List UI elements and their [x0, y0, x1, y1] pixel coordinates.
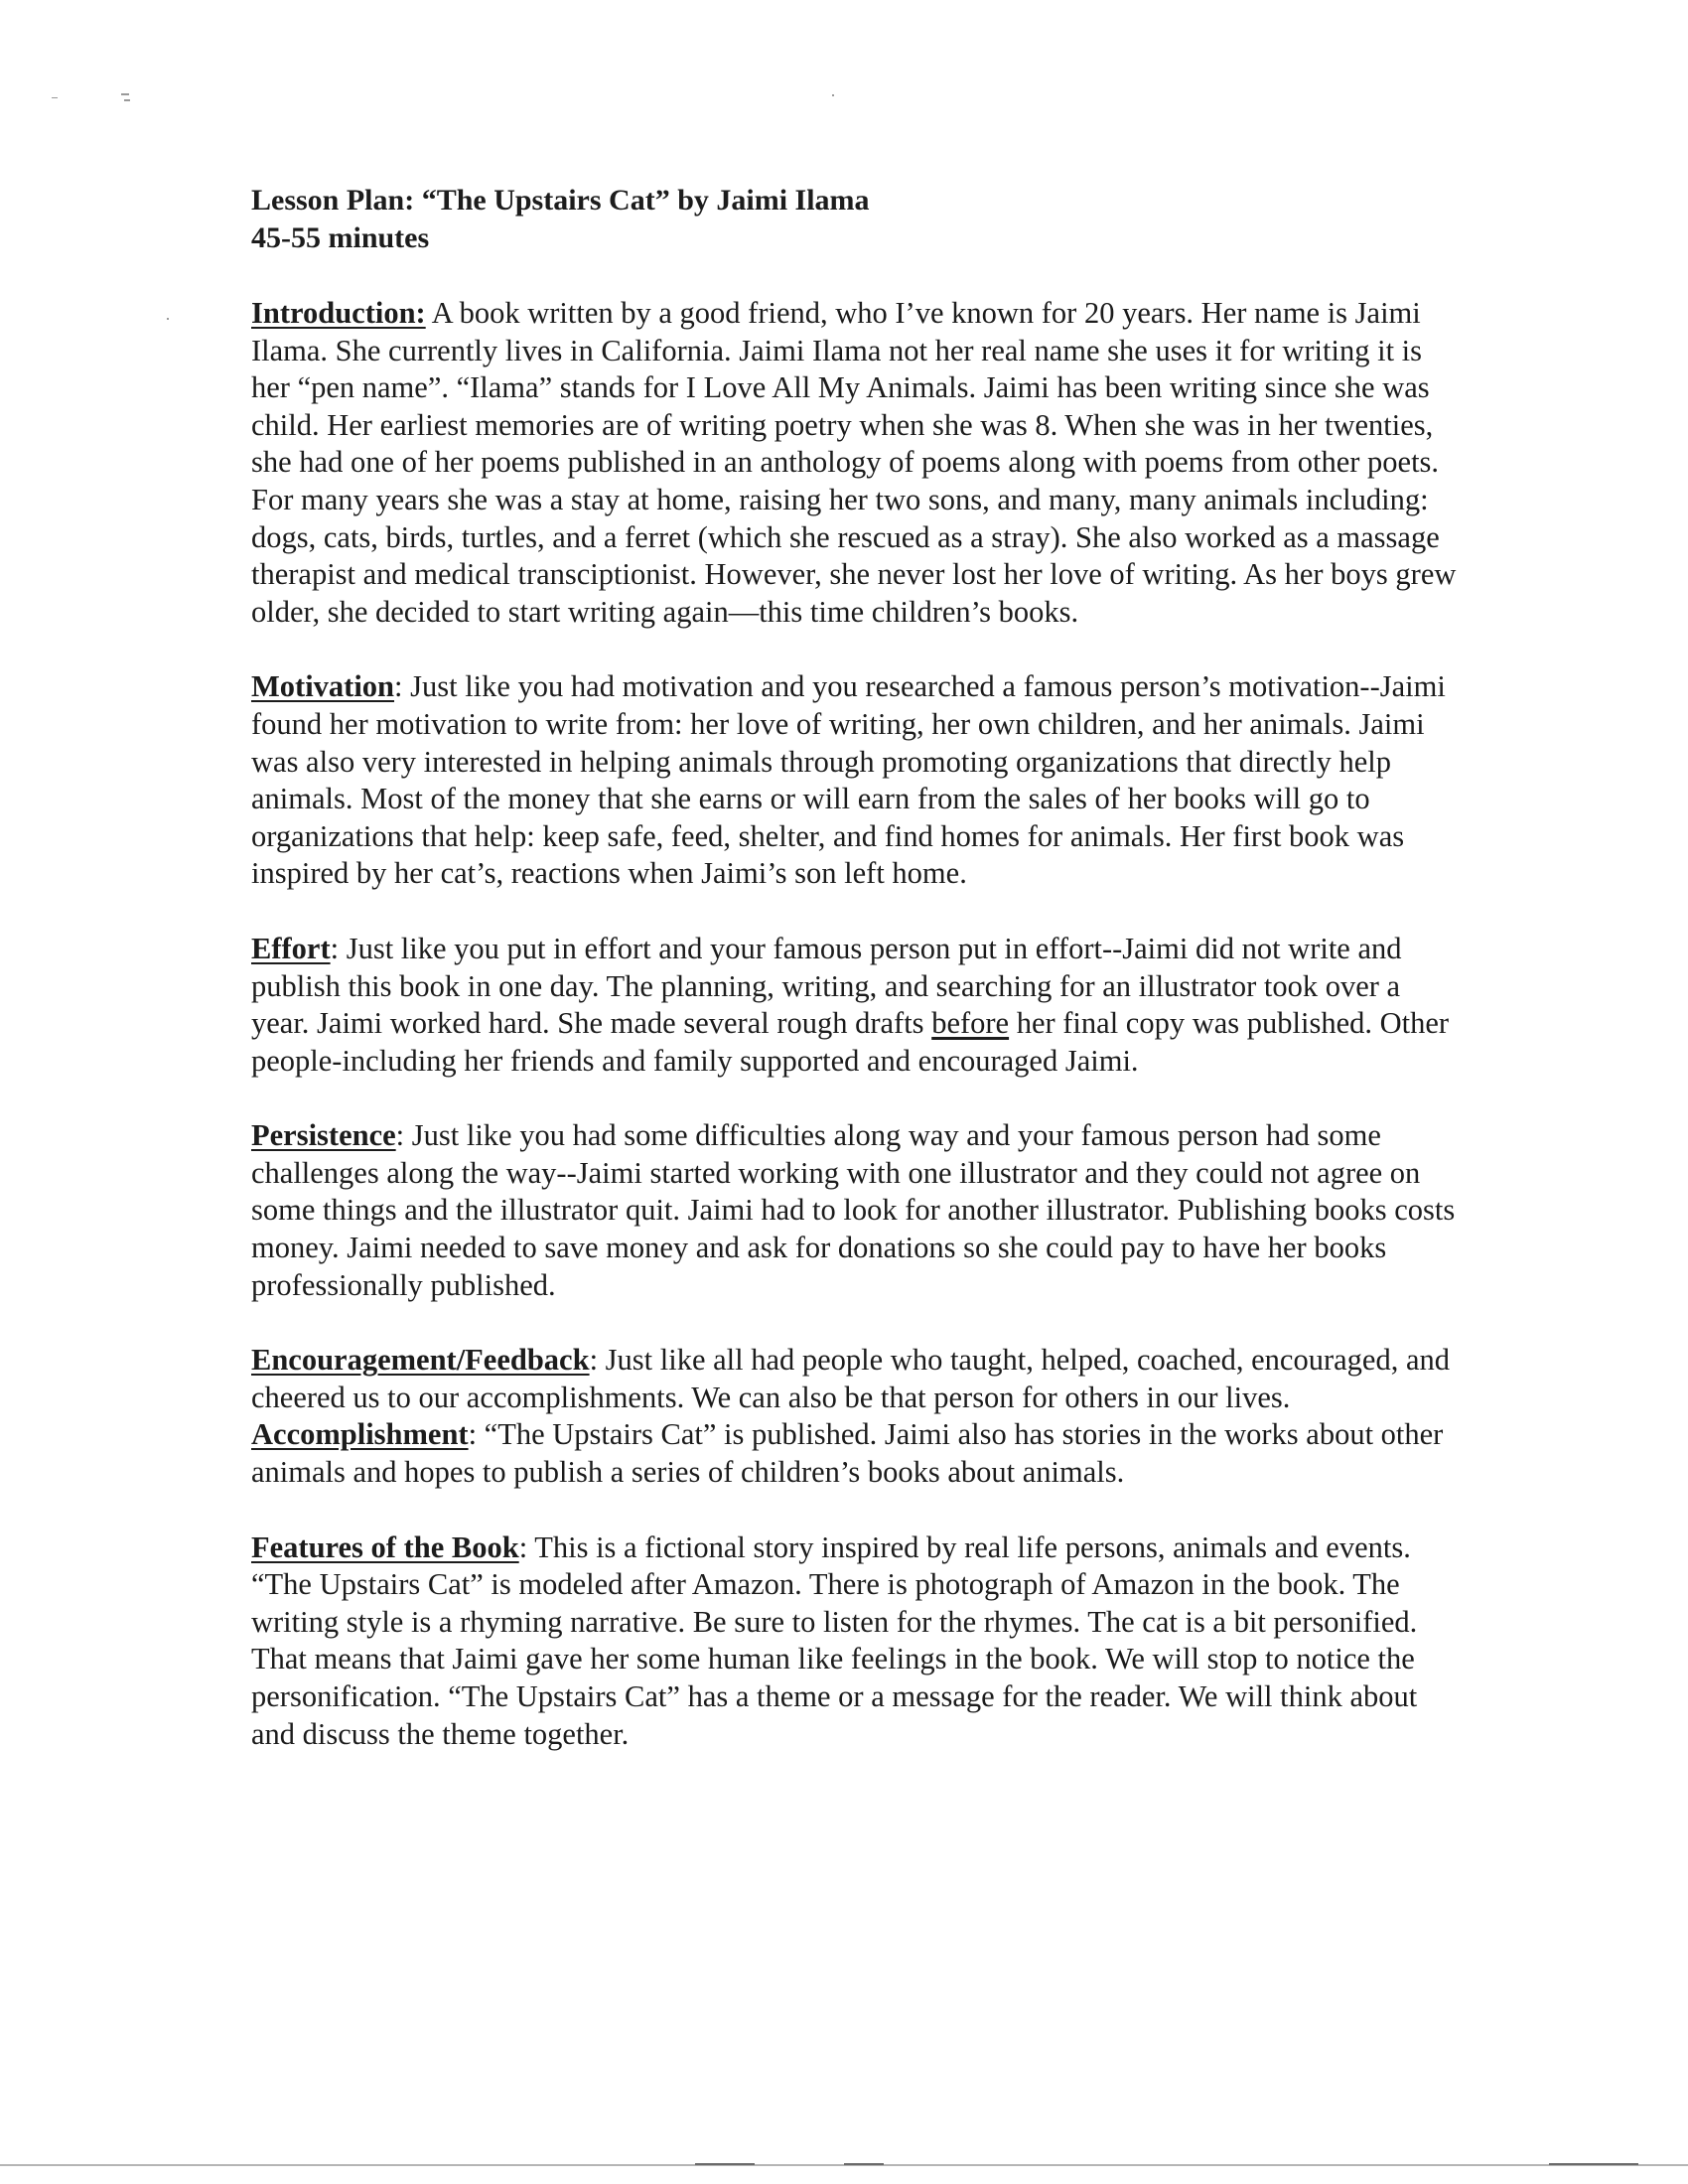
features-text: : This is a fictional story inspired by real life persons, animals and events. “The Upstairs Cat” is modeled after Amazon. There is photograph of Amazon in the book. The writing style is a rhyming narrative. Be sure to listen for the rhymes. The cat is a bit personified. That means that Jaimi gave her some human like feelings in the book. We will stop to notice the personification. “The Upstairs Cat” has a theme or a message for the reader. We will think about and discuss the theme together.	[251, 1529, 1418, 1751]
accomplishment-heading: Accomplishment	[251, 1417, 469, 1452]
accomplishment-section	[251, 1416, 1465, 1491]
introduction-heading: Introduction:	[251, 296, 426, 330]
accomplishment-text: : “The Upstairs Cat” is published. Jaimi also has stories in the works about other animals and hopes to publish a series of children’s books about animals.	[251, 1417, 1444, 1490]
effort-text-before: : Just like you put in effort and your famous person put in effort--Jaimi did not write and publish this book in one day. The planning, writing, and searching for an illustrator took over a year. Jaimi worked hard. She made several rough drafts	[251, 931, 1402, 1041]
persistence-section	[251, 1117, 1465, 1304]
scan-edge-segment	[695, 2163, 755, 2165]
introduction-text: A book written by a good friend, who I’ve known for 20 years. Her name is Jaimi Ilama. She currently lives in California. Jaimi Ilama not her real name she uses it for writing it is her “pen name”. “Ilama” stands for I Love All My Animals. Jaimi has been writing since she was child. Her earliest memories are of writing poetry when she was 8. When she was in her twenties, she had one of her poems published in an anthology of poems along with poems from other poets. For many years she was a stay at home, raising her two sons, and many, many animals including: dogs, cats, birds, turtles, and a ferret (which she rescued as a stray). She also worked as a massage therapist and medical transciptionist. However, she never lost her love of writing. As her boys grew older, she decided to start writing again—this time children’s books.	[251, 296, 1457, 629]
scan-speck	[832, 94, 834, 96]
scan-speck	[124, 99, 130, 101]
scan-speck	[52, 97, 58, 98]
persistence-text: : Just like you had some difficulties along way and your famous person had some challenges along the way--Jaimi started working with one illustrator and they could not agree on some things and the illustrator quit. Jaimi had to look for another illustrator. Publishing books costs money. Jaimi needed to save money and ask for donations so she could pay to have her books professionally published.	[251, 1118, 1456, 1302]
features-section	[251, 1529, 1465, 1754]
effort-heading: Effort	[251, 931, 331, 965]
effort-section	[251, 931, 1465, 1080]
document-body	[251, 182, 1465, 1753]
scan-speck	[121, 93, 129, 95]
title-line-1: Lesson Plan: “The Upstairs Cat” by Jaimi Ilama	[251, 184, 870, 217]
scan-speck	[167, 318, 169, 320]
scan-edge-segment	[1549, 2163, 1638, 2165]
persistence-heading: Persistence	[251, 1118, 396, 1153]
effort-text-after: her final copy was published. Other people-including her friends and family supported and encouraged Jaimi.	[251, 1006, 1450, 1078]
encouragement-text: : Just like all had people who taught, helped, coached, encouraged, and cheered us to our accomplishments. We can also be that person for others in our lives.	[251, 1343, 1450, 1414]
encouragement-section	[251, 1342, 1465, 1416]
document-title	[251, 182, 1465, 257]
encouragement-heading: Encouragement/Feedback	[251, 1343, 590, 1378]
features-heading: Features of the Book	[251, 1529, 519, 1564]
motivation-text: : Just like you had motivation and you researched a famous person’s motivation--Jaimi found her motivation to write from: her love of writing, her own children, and her animals. Jaimi was also very interested in helping animals through promoting organizations that directly help animals. Most of the money that she earns or will earn from the sales of her books will go to organizations that help: keep safe, feed, shelter, and find homes for animals. Her first book was inspired by her cat’s, reactions when Jaimi’s son left home.	[251, 669, 1446, 891]
effort-underlined-word: before	[931, 1006, 1010, 1041]
introduction-section	[251, 295, 1465, 631]
motivation-heading: Motivation	[251, 669, 395, 704]
title-line-2: 45-55 minutes	[251, 221, 430, 254]
scan-edge-segment	[844, 2163, 884, 2165]
motivation-section	[251, 668, 1465, 893]
